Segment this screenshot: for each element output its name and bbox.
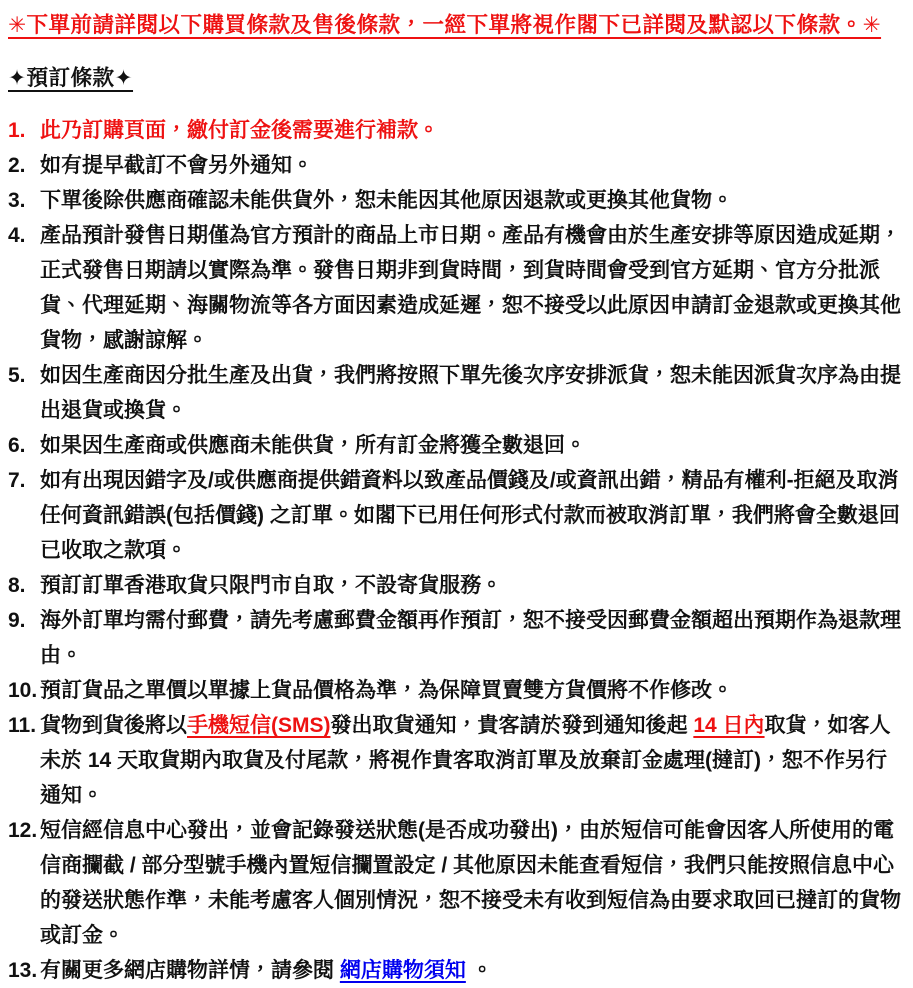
term-item-13 bbox=[8, 953, 905, 988]
term-item-12 bbox=[8, 813, 905, 953]
term-text-segment: 貨物到貨後將以 bbox=[40, 714, 187, 737]
term-item-5 bbox=[8, 358, 905, 428]
term-text: 預訂貨品之單價以單據上貨品價格為準，為保障買賣雙方貨價將不作修改。 bbox=[40, 679, 733, 702]
term-number: 10. bbox=[8, 679, 38, 702]
term-text: 此乃訂購頁面，繳付訂金後需要進行補款。 bbox=[40, 119, 439, 142]
term-text bbox=[40, 953, 905, 988]
term-item-2 bbox=[8, 148, 905, 183]
term-item-7 bbox=[8, 463, 905, 568]
term-text: 如果因生產商或供應商未能供貨，所有訂金將獲全數退回。 bbox=[40, 434, 586, 457]
term-item-8 bbox=[8, 568, 905, 603]
term-number: 12. bbox=[8, 819, 38, 842]
term-number: 4. bbox=[8, 224, 26, 247]
term-text bbox=[40, 708, 905, 813]
term-number: 6. bbox=[8, 434, 26, 457]
store-guide-link[interactable]: 網店購物須知 bbox=[339, 959, 466, 982]
term-item-1 bbox=[8, 113, 905, 148]
term-number: 2. bbox=[8, 154, 26, 177]
term-number: 7. bbox=[8, 469, 26, 492]
term-text: 產品預計發售日期僅為官方預計的商品上市日期。產品有機會由於生產安排等原因造成延期，正式發售日期請以實際為準。發售日期非到貨時間，到貨時間會受到官方延期、官方分批派貨、代理延期、海關物流等各方面因素造成延遲，恕不接受以此原因申請訂金退款或更換其他貨物，感謝諒解。 bbox=[40, 224, 901, 352]
term-number: 13. bbox=[8, 959, 38, 982]
term-text-segment: 。 bbox=[465, 959, 493, 982]
term-item-10 bbox=[8, 673, 905, 708]
preorder-terms-section-title: ✦預訂條款✦ bbox=[8, 66, 134, 90]
term-item-11 bbox=[8, 708, 905, 813]
term-text: 如有出現因錯字及/或供應商提供錯資料以致產品價錢及/或資訊出錯，精品有權利-拒絕及取消任何資訊錯誤(包括價錢) 之訂單。如閣下已用任何形式付款而被取消訂單，我們將會全數退回已收取之款項。 bbox=[40, 469, 900, 562]
sms-highlight: 手機短信(SMS) bbox=[187, 714, 331, 737]
term-text: 海外訂單均需付郵費，請先考慮郵費金額再作預訂，恕不接受因郵費金額超出預期作為退款理由。 bbox=[40, 609, 901, 667]
term-number: 8. bbox=[8, 574, 26, 597]
term-item-4 bbox=[8, 218, 905, 358]
term-item-6 bbox=[8, 428, 905, 463]
purchase-notice-header: ✳下單前請詳閱以下購買條款及售後條款，一經下單將視作閣下已詳閱及默認以下條款。✳ bbox=[8, 13, 882, 37]
term-item-9 bbox=[8, 603, 905, 673]
terms-list bbox=[8, 113, 905, 988]
term-text: 如有提早截訂不會另外通知。 bbox=[40, 154, 313, 177]
term-text-segment: 發出取貨通知，貴客請於發到通知後起 bbox=[330, 714, 694, 737]
term-text: 短信經信息中心發出，並會記錄發送狀態(是否成功發出)，由於短信可能會因客人所使用的電信商攔截 / 部分型號手機內置短信攔置設定 / 其他原因未能查看短信，我們只能按照信息中心的發送狀態作準，未能考慮客人個別情況，恕不接受未有收到短信為由要求取回已撻訂的貨物或訂金。 bbox=[40, 819, 901, 947]
term-number: 5. bbox=[8, 364, 26, 387]
term-text: 下單後除供應商確認未能供貨外，恕未能因其他原因退款或更換其他貨物。 bbox=[40, 189, 733, 212]
term-number: 3. bbox=[8, 189, 26, 212]
term-item-3 bbox=[8, 183, 905, 218]
term-number: 1. bbox=[8, 119, 26, 142]
term-text-segment: 有關更多網店購物詳情，請參閱 bbox=[40, 959, 340, 982]
pickup-deadline-highlight: 14 日內 bbox=[693, 714, 765, 737]
term-text-segment: 取貨，如客人未於 14 天取貨期內取貨及付尾款，將視作貴客取消訂單及放棄訂金處理(撻訂)，恕不作另行通知。 bbox=[40, 714, 891, 807]
term-number: 9. bbox=[8, 609, 26, 632]
term-text: 預訂訂單香港取貨只限門市自取，不設寄貨服務。 bbox=[40, 574, 502, 597]
term-number: 11. bbox=[8, 714, 37, 737]
term-text: 如因生產商因分批生產及出貨，我們將按照下單先後次序安排派貨，恕未能因派貨次序為由提出退貨或換貨。 bbox=[40, 364, 901, 422]
